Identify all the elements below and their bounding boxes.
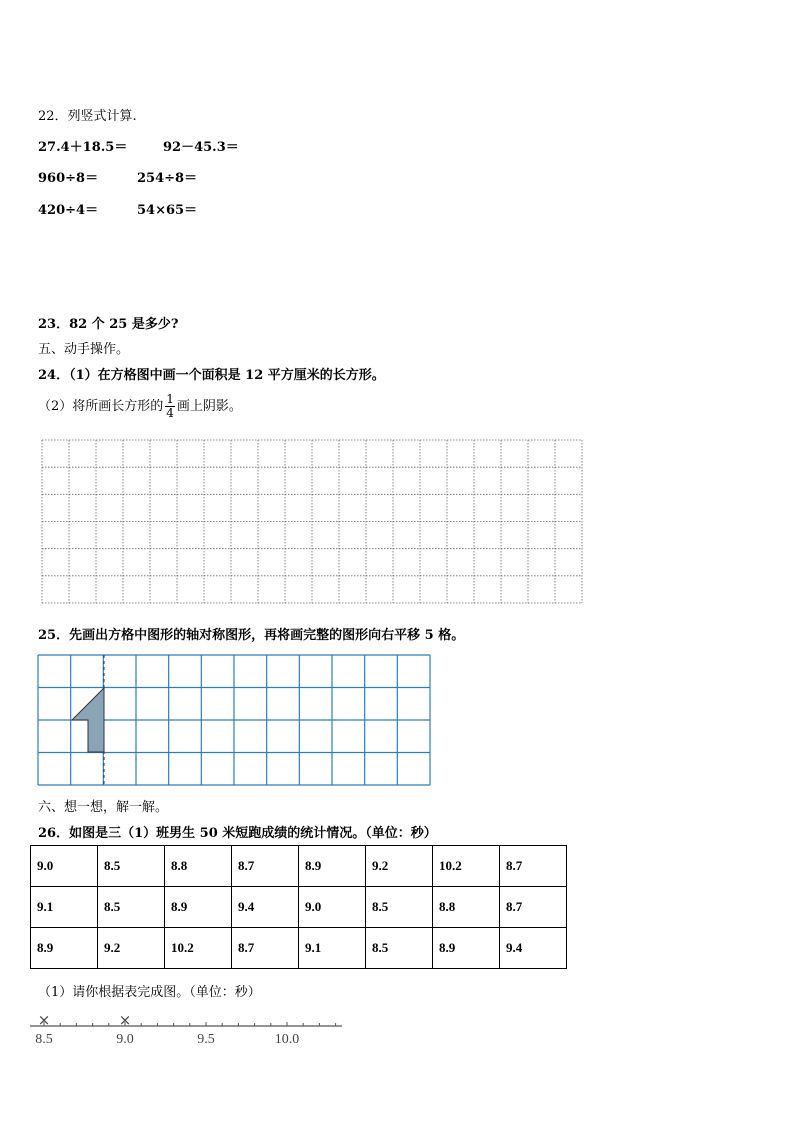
table-cell: 8.5 xyxy=(366,887,433,928)
table-cell: 10.2 xyxy=(433,846,500,887)
table-cell: 8.5 xyxy=(98,887,165,928)
q26-title: 26．如图是三（1）班男生 50 米短跑成绩的统计情况。（单位：秒） xyxy=(38,826,437,841)
q22-item-2: 92－45.3＝ xyxy=(163,140,239,155)
q22-item-5: 420÷4＝ xyxy=(38,203,99,218)
q24-part2-after: 画上阴影。 xyxy=(176,399,242,414)
q22-item-3: 960÷8＝ xyxy=(38,171,99,186)
tick-label: 8.5 xyxy=(35,1032,53,1047)
table-cell: 8.5 xyxy=(366,928,433,969)
table-row xyxy=(31,846,567,887)
table-cell: 8.7 xyxy=(500,887,567,928)
table-cell: 9.2 xyxy=(366,846,433,887)
number-line[interactable] xyxy=(30,1010,350,1050)
table-cell: 9.4 xyxy=(500,928,567,969)
q22-title: 22．列竖式计算. xyxy=(38,109,137,124)
section6-title: 六、想一想，解一解。 xyxy=(38,800,169,815)
data-mark: × xyxy=(37,1011,51,1029)
q24-part2-before: （2）将所画长方形的 xyxy=(38,399,164,414)
table-cell: 9.1 xyxy=(299,928,366,969)
table-cell: 9.0 xyxy=(31,846,98,887)
table-cell: 8.9 xyxy=(31,928,98,969)
table-cell: 9.0 xyxy=(299,887,366,928)
blue-square-grid[interactable] xyxy=(38,655,431,786)
tick-label: 9.5 xyxy=(197,1032,215,1047)
q24-part1: 24．（1）在方格图中画一个面积是 12 平方厘米的长方形。 xyxy=(38,368,385,383)
table-cell: 8.9 xyxy=(299,846,366,887)
table-cell: 8.9 xyxy=(165,887,232,928)
section5-title: 五、动手操作。 xyxy=(38,342,130,357)
table-cell: 8.9 xyxy=(433,928,500,969)
table-cell: 8.8 xyxy=(433,887,500,928)
table-cell: 8.5 xyxy=(98,846,165,887)
table-cell: 9.1 xyxy=(31,887,98,928)
q22-item-6: 54×65＝ xyxy=(137,203,198,218)
table-cell: 8.7 xyxy=(232,846,299,887)
fraction-denominator: 4 xyxy=(166,406,174,420)
q23-title: 23．82 个 25 是多少? xyxy=(38,317,179,332)
q25-title: 25．先画出方格中图形的轴对称图形，再将画完整的图形向右平移 5 格。 xyxy=(38,628,465,643)
table-cell: 9.4 xyxy=(232,887,299,928)
half-shape xyxy=(72,688,104,752)
dotted-square-grid[interactable] xyxy=(42,440,583,604)
table-cell: 9.2 xyxy=(98,928,165,969)
q24-part2 xyxy=(38,393,242,420)
data-mark: × xyxy=(118,1011,132,1029)
table-cell: 10.2 xyxy=(165,928,232,969)
table-cell: 8.7 xyxy=(500,846,567,887)
table-row xyxy=(31,887,567,928)
table-row xyxy=(31,928,567,969)
scores-table xyxy=(30,845,567,969)
fraction xyxy=(165,393,175,420)
q22-item-1: 27.4＋18.5＝ xyxy=(38,140,128,155)
tick-label: 10.0 xyxy=(274,1032,300,1047)
fraction-numerator: 1 xyxy=(166,392,174,406)
table-cell: 8.8 xyxy=(165,846,232,887)
q26-sub1: （1）请你根据表完成图。（单位：秒） xyxy=(38,985,261,1000)
q22-item-4: 254÷8＝ xyxy=(137,171,198,186)
tick-label: 9.0 xyxy=(116,1032,134,1047)
table-cell: 8.7 xyxy=(232,928,299,969)
